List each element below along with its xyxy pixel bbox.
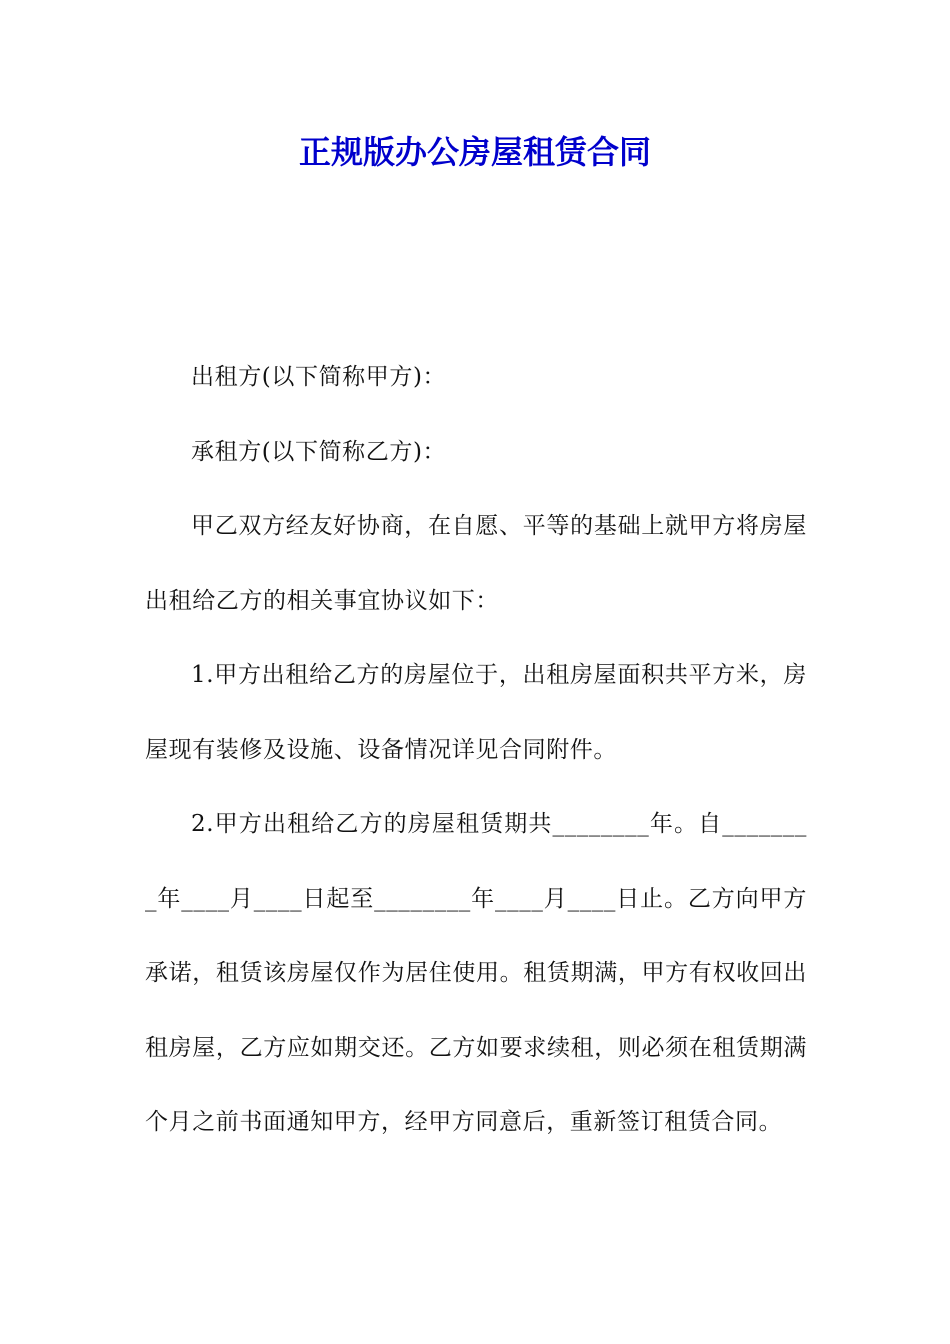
document-title: 正规版办公房屋租赁合同 xyxy=(298,133,651,171)
paragraph-clause-1: 1.甲方出租给乙方的房屋位于，出租房屋面积共平方米，房屋现有装修及设施、设备情况详见合同附件。 xyxy=(145,662,807,763)
document-body xyxy=(145,340,807,1160)
paragraph-lessee: 承租方(以下简称乙方)： xyxy=(191,438,447,465)
paragraph-lessor: 出租方(以下简称甲方)： xyxy=(191,364,447,390)
paragraph-clause-2: 2.甲方出租给乙方的房屋租赁期共________年。自________年____月____日起至________年____月____日止。乙方向甲方承诺，租赁该房屋仅作为居住使用。租赁期满，甲方有权收回出租房屋，乙方应如期交还。乙方如要求续租，则必须在租赁期满个月之前书面通知甲方，经甲方同意后，重新签订租赁合同。 xyxy=(145,811,807,1135)
paragraph-preamble: 甲乙双方经友好协商，在自愿、平等的基础上就甲方将房屋出租给乙方的相关事宜协议如下： xyxy=(145,513,807,614)
